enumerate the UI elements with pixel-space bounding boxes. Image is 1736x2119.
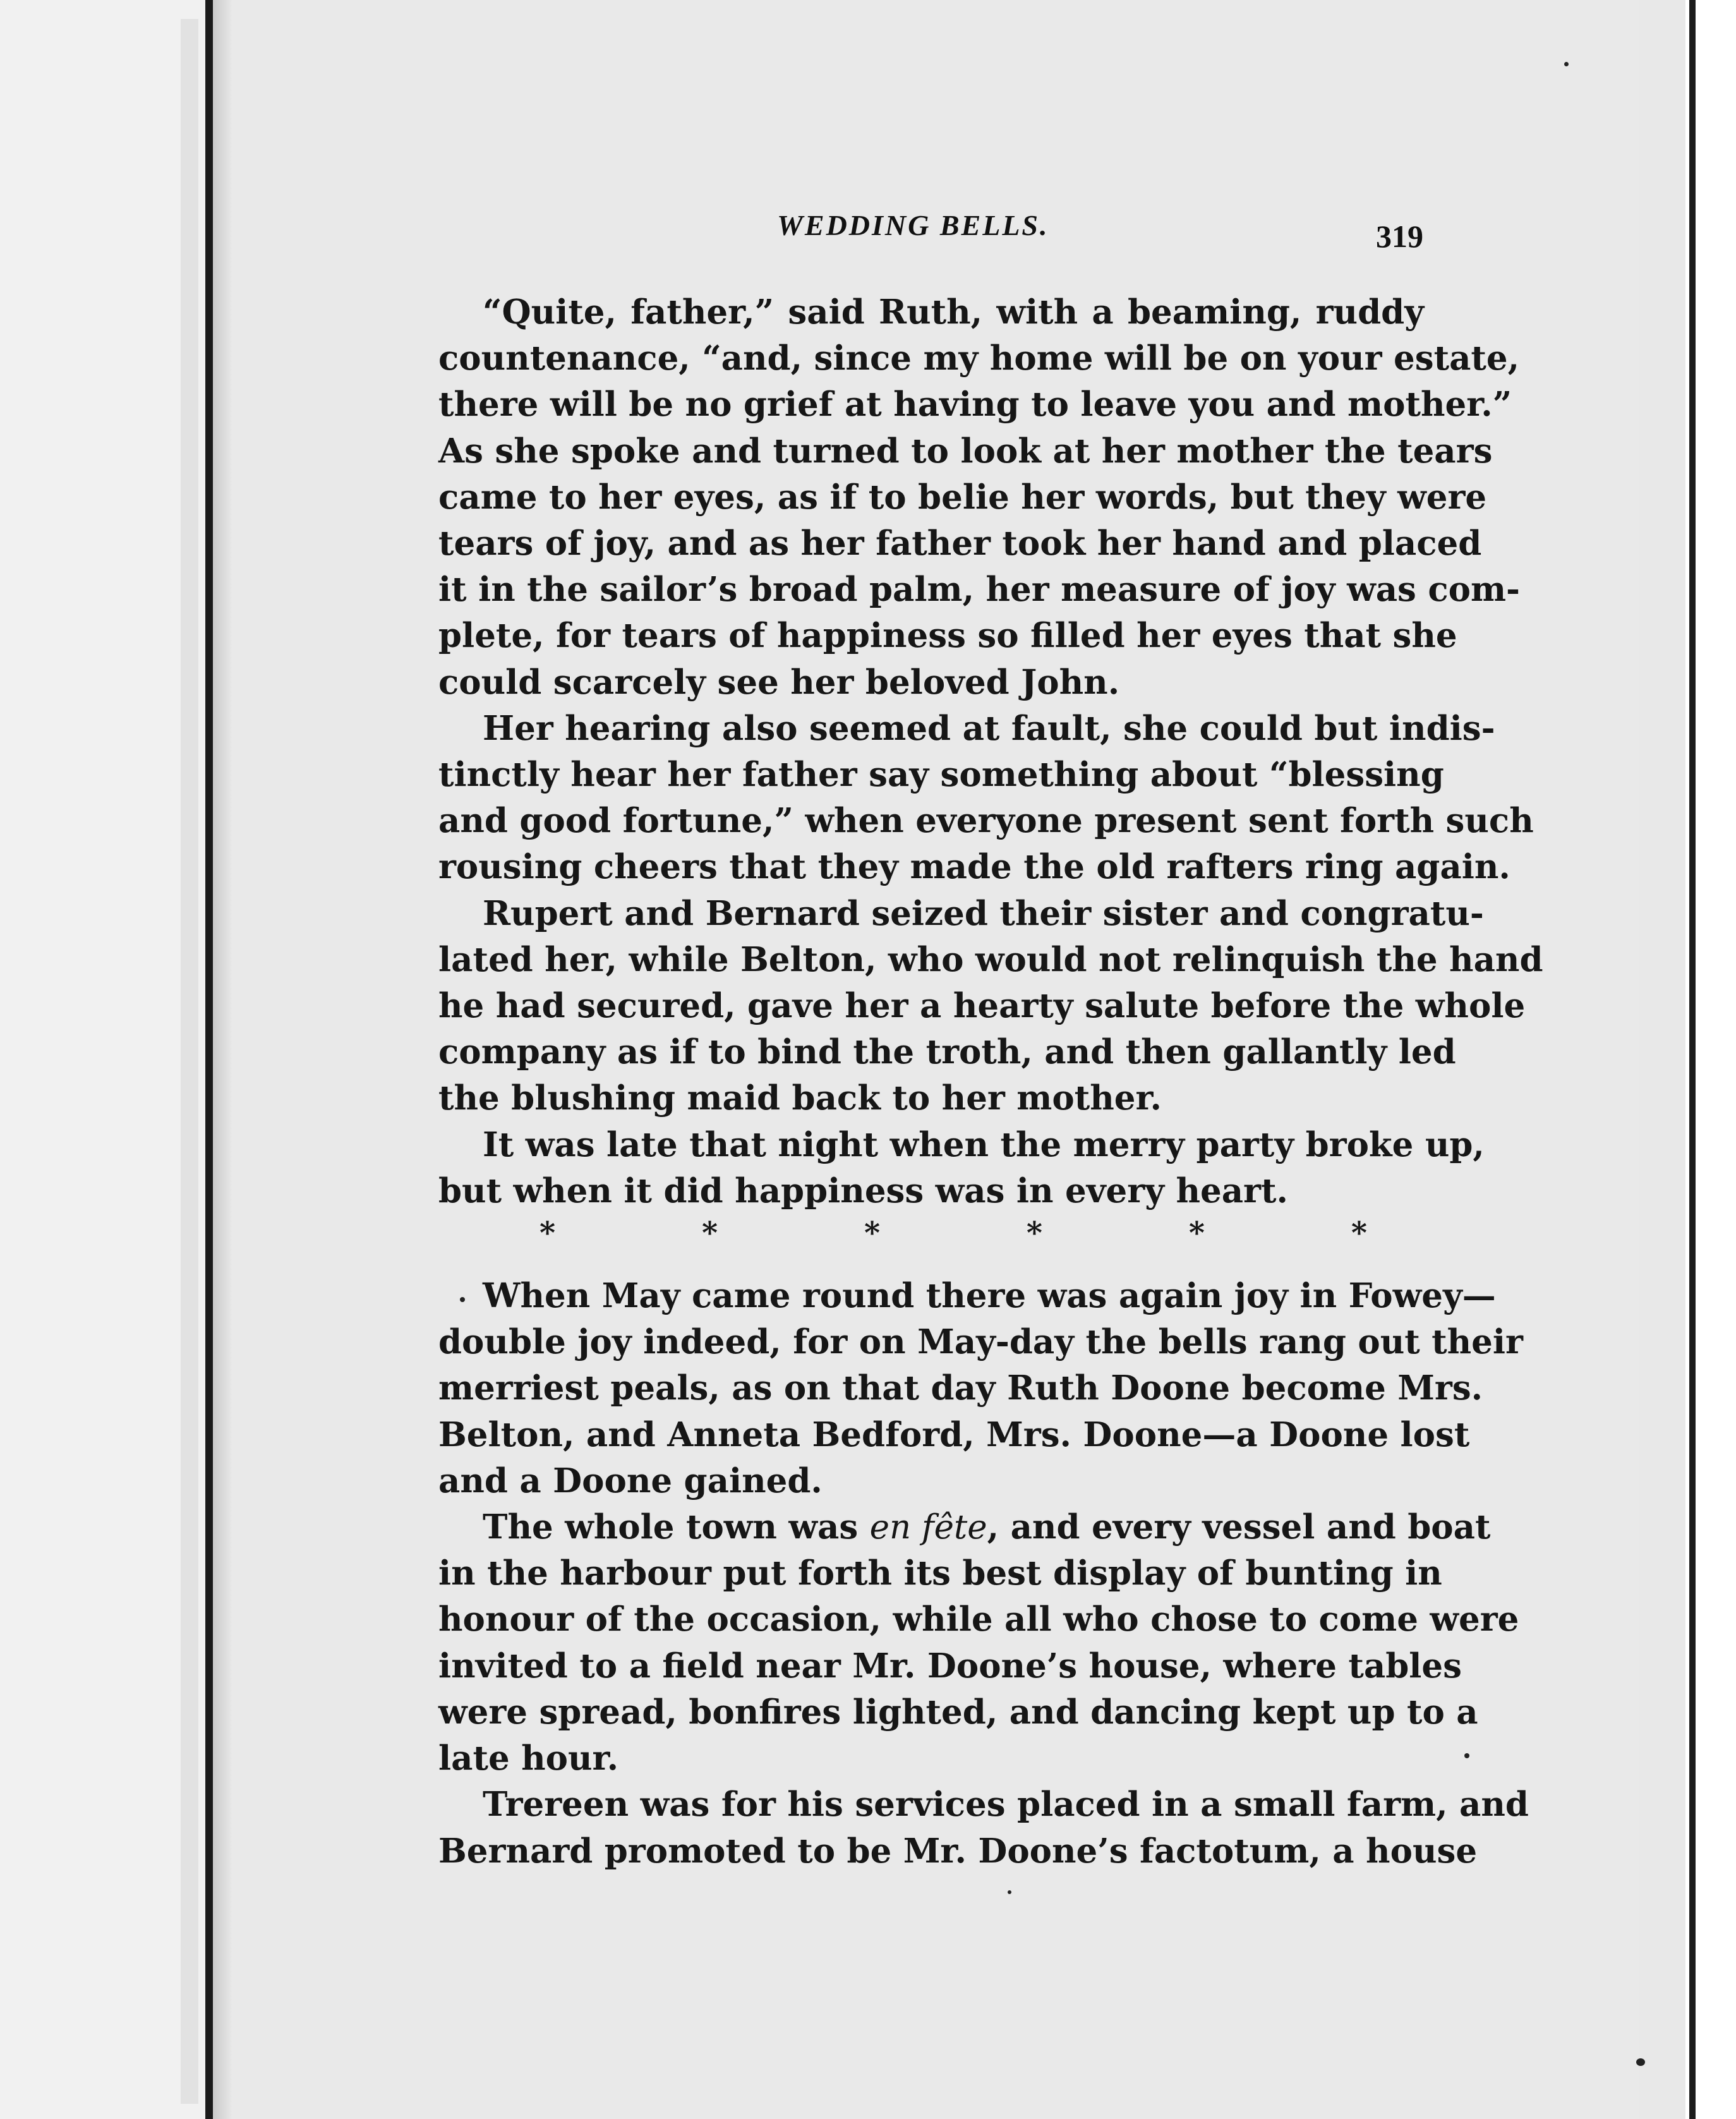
text-line: company as if to bind the troth, and then gallantly led: [438, 1032, 1456, 1072]
ink-speck: [1636, 2058, 1645, 2066]
asterisk: *: [539, 1216, 556, 1252]
page-number: 319: [1376, 219, 1423, 254]
page-fold-shadow: [181, 19, 198, 2104]
text-line: Rupert and Bernard seized their sister and congratu-: [483, 893, 1484, 933]
text-line: lated her, while Belton, who would not relinquish the hand: [438, 939, 1543, 979]
paragraph: [438, 1122, 1485, 1214]
ink-speck: [460, 1297, 465, 1302]
text-line: Her hearing also seemed at fault, she could but indis-: [483, 708, 1495, 748]
italic-phrase: en fête: [869, 1508, 987, 1547]
text-line: Bernard promoted to be Mr. Doone’s factotum, a house: [438, 1831, 1478, 1871]
text-line: were spread, bonfires lighted, and dancing kept up to a: [438, 1692, 1478, 1732]
ink-speck: [1464, 1753, 1469, 1758]
text-line: and a Doone gained.: [438, 1461, 823, 1500]
text-line: there will be no grief at having to leave you and mother.”: [438, 385, 1512, 425]
gutter-shadow: [213, 0, 232, 2119]
text-line: When May came round there was again joy in Fowey—: [483, 1276, 1496, 1316]
asterisk: *: [701, 1216, 718, 1252]
text-line: it in the sailor’s broad palm, her measure of joy was com-: [438, 570, 1521, 610]
text-line: Belton, and Anneta Bedford, Mrs. Doone—a Doone lost: [438, 1415, 1470, 1454]
text-line: double joy indeed, for on May-day the bells rang out their: [438, 1322, 1523, 1362]
asterisk: *: [1026, 1216, 1043, 1252]
paragraph: [438, 289, 1521, 706]
ink-speck: [1564, 62, 1569, 66]
text-line: As she spoke and turned to look at her mother the tears: [438, 431, 1493, 471]
ink-speck: [1008, 1890, 1011, 1894]
text-line: tears of joy, and as her father took her hand and placed: [438, 524, 1482, 564]
text-line: “Quite, father,” said Ruth, with a beaming, ruddy: [483, 293, 1424, 332]
text-line: rousing cheers that they made the old rafters ring again.: [438, 847, 1510, 887]
text-line: he had secured, gave her a hearty salute before the whole: [438, 986, 1526, 1026]
paragraph: [438, 706, 1534, 891]
paragraph: [438, 1782, 1529, 1874]
text-line: could scarcely see her beloved John.: [438, 662, 1120, 702]
text-line: honour of the occasion, while all who chose to come were: [438, 1600, 1519, 1639]
text-line: countenance, “and, since my home will be on your estate,: [438, 339, 1520, 378]
text-line: came to her eyes, as if to belie her words, but they were: [438, 477, 1487, 517]
text-line: merriest peals, as on that day Ruth Doone become Mrs.: [438, 1368, 1483, 1408]
page-edge-line: [1689, 0, 1696, 2119]
body-text: [438, 289, 1543, 1874]
section-spacer: [438, 1260, 1424, 1273]
text-line: and good fortune,” when everyone present sent forth such: [438, 801, 1534, 841]
asterisk: *: [1188, 1216, 1205, 1252]
text-line: Trereen was for his services placed in a small farm, and: [483, 1785, 1529, 1825]
text-line: plete, for tears of happiness so filled her eyes that she: [438, 616, 1457, 656]
asterisk: *: [864, 1216, 881, 1252]
text-line: tinctly hear her father say something about “blessing: [438, 755, 1444, 795]
paragraph: [438, 891, 1543, 1122]
text-line: [438, 1504, 1491, 1550]
running-head: WEDDING BELLS.: [777, 209, 1049, 241]
text-line: It was late that night when the merry party broke up,: [483, 1125, 1485, 1164]
text-line: the blushing maid back to her mother.: [438, 1078, 1162, 1118]
paragraph: [438, 1273, 1523, 1504]
text-line: late hour.: [438, 1739, 619, 1778]
text-line: but when it did happiness was in every heart.: [438, 1171, 1288, 1210]
binding-gutter: [205, 0, 213, 2119]
section-break: [438, 1214, 1424, 1260]
paragraph: [438, 1504, 1519, 1782]
text-run: , and every vessel and boat: [987, 1507, 1491, 1547]
text-line: in the harbour put forth its best display of bunting in: [438, 1554, 1442, 1593]
text-run: The whole town was: [483, 1507, 870, 1547]
asterisk: *: [1351, 1216, 1367, 1252]
text-line: invited to a field near Mr. Doone’s house, where tables: [438, 1646, 1462, 1686]
